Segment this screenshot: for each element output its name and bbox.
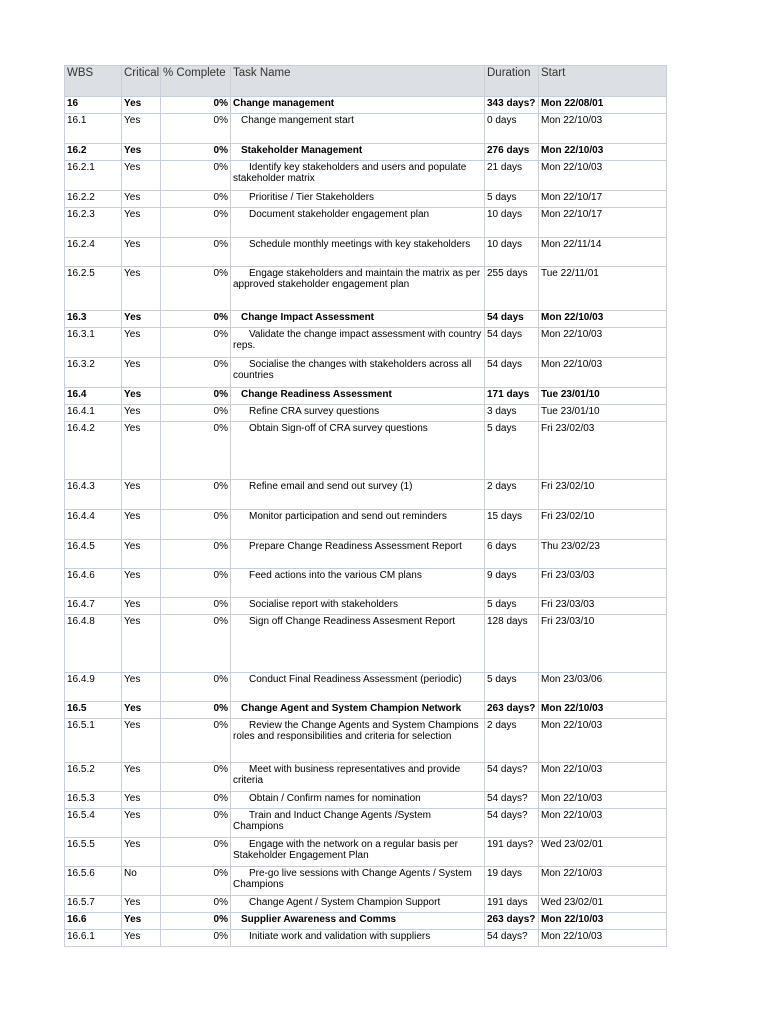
duration-cell: 2 days (485, 480, 539, 510)
critical-cell: Yes (122, 702, 161, 719)
wbs-cell: 16.2.1 (65, 161, 122, 191)
start-cell: Mon 22/10/03 (539, 702, 667, 719)
wbs-cell: 16 (65, 97, 122, 114)
table-row[interactable] (65, 208, 667, 238)
task-name-cell: Feed actions into the various CM plans (231, 569, 485, 598)
col-header-duration: Duration (485, 66, 539, 97)
critical-cell: Yes (122, 809, 161, 838)
start-cell: Mon 22/10/03 (539, 719, 667, 763)
table-row[interactable] (65, 615, 667, 673)
wbs-cell: 16.5.7 (65, 896, 122, 913)
critical-cell: Yes (122, 540, 161, 569)
complete-cell: 0% (161, 480, 231, 510)
start-cell: Mon 22/10/17 (539, 208, 667, 238)
start-cell: Tue 23/01/10 (539, 388, 667, 405)
table-row[interactable] (65, 930, 667, 947)
wbs-cell: 16.4.7 (65, 598, 122, 615)
task-name-cell: Train and Induct Change Agents /System Champions (231, 809, 485, 838)
complete-cell: 0% (161, 238, 231, 267)
wbs-cell: 16.4.6 (65, 569, 122, 598)
task-name-cell: Document stakeholder engagement plan (231, 208, 485, 238)
critical-cell: Yes (122, 161, 161, 191)
task-name-cell: Review the Change Agents and System Champions roles and responsibilities and criteria for selection (231, 719, 485, 763)
wbs-cell: 16.4.4 (65, 510, 122, 540)
task-name-cell: Obtain Sign-off of CRA survey questions (231, 422, 485, 480)
critical-cell: Yes (122, 615, 161, 673)
critical-cell: Yes (122, 328, 161, 358)
table-row[interactable] (65, 97, 667, 114)
critical-cell: Yes (122, 97, 161, 114)
duration-cell: 5 days (485, 598, 539, 615)
start-cell: Mon 23/03/06 (539, 673, 667, 702)
schedule-table (64, 65, 667, 947)
table-row[interactable] (65, 763, 667, 792)
table-row[interactable] (65, 311, 667, 328)
wbs-cell: 16.3.2 (65, 358, 122, 388)
wbs-cell: 16.4.3 (65, 480, 122, 510)
wbs-cell: 16.5.6 (65, 867, 122, 896)
start-cell: Mon 22/10/03 (539, 792, 667, 809)
complete-cell: 0% (161, 809, 231, 838)
wbs-cell: 16.2.3 (65, 208, 122, 238)
task-name-cell: Pre-go live sessions with Change Agents / System Champions (231, 867, 485, 896)
wbs-cell: 16.2 (65, 144, 122, 161)
start-cell: Fri 23/02/10 (539, 510, 667, 540)
table-row[interactable] (65, 267, 667, 311)
complete-cell: 0% (161, 615, 231, 673)
duration-cell: 54 days? (485, 809, 539, 838)
col-header-task-name: Task Name (231, 66, 485, 97)
duration-cell: 6 days (485, 540, 539, 569)
task-name-cell: Socialise the changes with stakeholders across all countries (231, 358, 485, 388)
table-body (65, 97, 667, 947)
critical-cell: Yes (122, 569, 161, 598)
critical-cell: Yes (122, 388, 161, 405)
table-row[interactable] (65, 540, 667, 569)
start-cell: Mon 22/11/14 (539, 238, 667, 267)
wbs-cell: 16.6 (65, 913, 122, 930)
col-header-start: Start (539, 66, 667, 97)
complete-cell: 0% (161, 161, 231, 191)
task-name-cell: Engage with the network on a regular basis per Stakeholder Engagement Plan (231, 838, 485, 867)
duration-cell: 5 days (485, 673, 539, 702)
complete-cell: 0% (161, 702, 231, 719)
start-cell: Mon 22/10/03 (539, 913, 667, 930)
wbs-cell: 16.2.5 (65, 267, 122, 311)
col-header-critical: Critical (122, 66, 161, 97)
start-cell: Thu 23/02/23 (539, 540, 667, 569)
start-cell: Wed 23/02/01 (539, 838, 667, 867)
start-cell: Fri 23/03/03 (539, 569, 667, 598)
start-cell: Mon 22/10/03 (539, 763, 667, 792)
critical-cell: Yes (122, 598, 161, 615)
critical-cell: Yes (122, 673, 161, 702)
task-name-cell: Conduct Final Readiness Assessment (periodic) (231, 673, 485, 702)
critical-cell: Yes (122, 792, 161, 809)
critical-cell: Yes (122, 896, 161, 913)
duration-cell: 21 days (485, 161, 539, 191)
table-row[interactable] (65, 144, 667, 161)
task-name-cell: Socialise report with stakeholders (231, 598, 485, 615)
table-row[interactable] (65, 161, 667, 191)
start-cell: Fri 23/03/03 (539, 598, 667, 615)
start-cell: Mon 22/10/03 (539, 144, 667, 161)
complete-cell: 0% (161, 763, 231, 792)
complete-cell: 0% (161, 144, 231, 161)
complete-cell: 0% (161, 97, 231, 114)
wbs-cell: 16.4.1 (65, 405, 122, 422)
duration-cell: 10 days (485, 238, 539, 267)
task-name-cell: Change Agent / System Champion Support (231, 896, 485, 913)
duration-cell: 263 days? (485, 702, 539, 719)
table-row[interactable] (65, 238, 667, 267)
complete-cell: 0% (161, 388, 231, 405)
duration-cell: 263 days? (485, 913, 539, 930)
table-row[interactable] (65, 867, 667, 896)
duration-cell: 0 days (485, 114, 539, 144)
wbs-cell: 16.6.1 (65, 930, 122, 947)
task-name-cell: Identify key stakeholders and users and populate stakeholder matrix (231, 161, 485, 191)
duration-cell: 10 days (485, 208, 539, 238)
critical-cell: Yes (122, 191, 161, 208)
complete-cell: 0% (161, 510, 231, 540)
task-name-cell: Monitor participation and send out reminders (231, 510, 485, 540)
duration-cell: 3 days (485, 405, 539, 422)
critical-cell: Yes (122, 238, 161, 267)
table-row[interactable] (65, 358, 667, 388)
task-name-cell: Refine email and send out survey (1) (231, 480, 485, 510)
wbs-cell: 16.3 (65, 311, 122, 328)
critical-cell: Yes (122, 422, 161, 480)
task-name-cell: Initiate work and validation with suppliers (231, 930, 485, 947)
wbs-cell: 16.4.5 (65, 540, 122, 569)
wbs-cell: 16.4.2 (65, 422, 122, 480)
task-name-cell: Engage stakeholders and maintain the matrix as per approved stakeholder engagement plan (231, 267, 485, 311)
critical-cell: Yes (122, 208, 161, 238)
table-row[interactable] (65, 510, 667, 540)
task-name-cell: Supplier Awareness and Comms (231, 913, 485, 930)
critical-cell: Yes (122, 510, 161, 540)
duration-cell: 2 days (485, 719, 539, 763)
task-name-cell: Prioritise / Tier Stakeholders (231, 191, 485, 208)
critical-cell: Yes (122, 719, 161, 763)
duration-cell: 343 days? (485, 97, 539, 114)
start-cell: Mon 22/10/03 (539, 809, 667, 838)
start-cell: Mon 22/10/17 (539, 191, 667, 208)
duration-cell: 9 days (485, 569, 539, 598)
duration-cell: 128 days (485, 615, 539, 673)
wbs-cell: 16.5.3 (65, 792, 122, 809)
wbs-cell: 16.4.9 (65, 673, 122, 702)
complete-cell: 0% (161, 422, 231, 480)
table-row[interactable] (65, 598, 667, 615)
table-row[interactable] (65, 719, 667, 763)
table-row[interactable] (65, 569, 667, 598)
complete-cell: 0% (161, 358, 231, 388)
wbs-cell: 16.4.8 (65, 615, 122, 673)
start-cell: Mon 22/10/03 (539, 867, 667, 896)
complete-cell: 0% (161, 405, 231, 422)
task-name-cell: Stakeholder Management (231, 144, 485, 161)
col-header-wbs: WBS (65, 66, 122, 97)
duration-cell: 15 days (485, 510, 539, 540)
table-row[interactable] (65, 792, 667, 809)
complete-cell: 0% (161, 719, 231, 763)
task-name-cell: Prepare Change Readiness Assessment Report (231, 540, 485, 569)
critical-cell: Yes (122, 930, 161, 947)
duration-cell: 54 days (485, 358, 539, 388)
duration-cell: 54 days (485, 328, 539, 358)
duration-cell: 5 days (485, 191, 539, 208)
duration-cell: 54 days? (485, 792, 539, 809)
start-cell: Mon 22/10/03 (539, 114, 667, 144)
critical-cell: Yes (122, 311, 161, 328)
complete-cell: 0% (161, 598, 231, 615)
critical-cell: Yes (122, 358, 161, 388)
wbs-cell: 16.5.2 (65, 763, 122, 792)
start-cell: Fri 23/03/10 (539, 615, 667, 673)
table-row[interactable] (65, 702, 667, 719)
complete-cell: 0% (161, 913, 231, 930)
complete-cell: 0% (161, 114, 231, 144)
start-cell: Mon 22/10/03 (539, 311, 667, 328)
wbs-cell: 16.1 (65, 114, 122, 144)
table-row[interactable] (65, 388, 667, 405)
wbs-cell: 16.2.2 (65, 191, 122, 208)
duration-cell: 276 days (485, 144, 539, 161)
header-row (65, 66, 667, 97)
start-cell: Fri 23/02/03 (539, 422, 667, 480)
duration-cell: 5 days (485, 422, 539, 480)
complete-cell: 0% (161, 540, 231, 569)
duration-cell: 191 days (485, 896, 539, 913)
complete-cell: 0% (161, 267, 231, 311)
wbs-cell: 16.4 (65, 388, 122, 405)
table-row[interactable] (65, 328, 667, 358)
wbs-cell: 16.5.1 (65, 719, 122, 763)
table-row[interactable] (65, 838, 667, 867)
task-name-cell: Change management (231, 97, 485, 114)
duration-cell: 171 days (485, 388, 539, 405)
task-name-cell: Schedule monthly meetings with key stakeholders (231, 238, 485, 267)
start-cell: Mon 22/10/03 (539, 328, 667, 358)
start-cell: Tue 22/11/01 (539, 267, 667, 311)
task-name-cell: Obtain / Confirm names for nomination (231, 792, 485, 809)
critical-cell: Yes (122, 114, 161, 144)
start-cell: Tue 23/01/10 (539, 405, 667, 422)
complete-cell: 0% (161, 311, 231, 328)
duration-cell: 54 days? (485, 763, 539, 792)
table-row[interactable] (65, 809, 667, 838)
col-header-complete: % Complete (161, 66, 231, 97)
table-row[interactable] (65, 673, 667, 702)
duration-cell: 54 days (485, 311, 539, 328)
table-row[interactable] (65, 405, 667, 422)
wbs-cell: 16.3.1 (65, 328, 122, 358)
task-name-cell: Change Agent and System Champion Network (231, 702, 485, 719)
task-name-cell: Sign off Change Readiness Assesment Report (231, 615, 485, 673)
critical-cell: Yes (122, 913, 161, 930)
table-row[interactable] (65, 191, 667, 208)
complete-cell: 0% (161, 569, 231, 598)
complete-cell: 0% (161, 867, 231, 896)
complete-cell: 0% (161, 896, 231, 913)
critical-cell: Yes (122, 405, 161, 422)
wbs-cell: 16.5 (65, 702, 122, 719)
duration-cell: 255 days (485, 267, 539, 311)
task-name-cell: Change Readiness Assessment (231, 388, 485, 405)
complete-cell: 0% (161, 328, 231, 358)
start-cell: Mon 22/10/03 (539, 930, 667, 947)
task-name-cell: Meet with business representatives and provide criteria (231, 763, 485, 792)
complete-cell: 0% (161, 208, 231, 238)
critical-cell: Yes (122, 838, 161, 867)
duration-cell: 19 days (485, 867, 539, 896)
wbs-cell: 16.5.4 (65, 809, 122, 838)
complete-cell: 0% (161, 792, 231, 809)
critical-cell: No (122, 867, 161, 896)
start-cell: Wed 23/02/01 (539, 896, 667, 913)
critical-cell: Yes (122, 267, 161, 311)
table-row[interactable] (65, 480, 667, 510)
start-cell: Mon 22/10/03 (539, 161, 667, 191)
start-cell: Fri 23/02/10 (539, 480, 667, 510)
critical-cell: Yes (122, 763, 161, 792)
critical-cell: Yes (122, 480, 161, 510)
duration-cell: 191 days? (485, 838, 539, 867)
task-name-cell: Change Impact Assessment (231, 311, 485, 328)
table-row[interactable] (65, 114, 667, 144)
task-name-cell: Change mangement start (231, 114, 485, 144)
complete-cell: 0% (161, 838, 231, 867)
duration-cell: 54 days? (485, 930, 539, 947)
start-cell: Mon 22/10/03 (539, 358, 667, 388)
start-cell: Mon 22/08/01 (539, 97, 667, 114)
wbs-cell: 16.2.4 (65, 238, 122, 267)
complete-cell: 0% (161, 673, 231, 702)
wbs-cell: 16.5.5 (65, 838, 122, 867)
complete-cell: 0% (161, 191, 231, 208)
table-row[interactable] (65, 422, 667, 480)
critical-cell: Yes (122, 144, 161, 161)
table-row[interactable] (65, 896, 667, 913)
task-name-cell: Validate the change impact assessment with country reps. (231, 328, 485, 358)
complete-cell: 0% (161, 930, 231, 947)
task-name-cell: Refine CRA survey questions (231, 405, 485, 422)
table-row[interactable] (65, 913, 667, 930)
